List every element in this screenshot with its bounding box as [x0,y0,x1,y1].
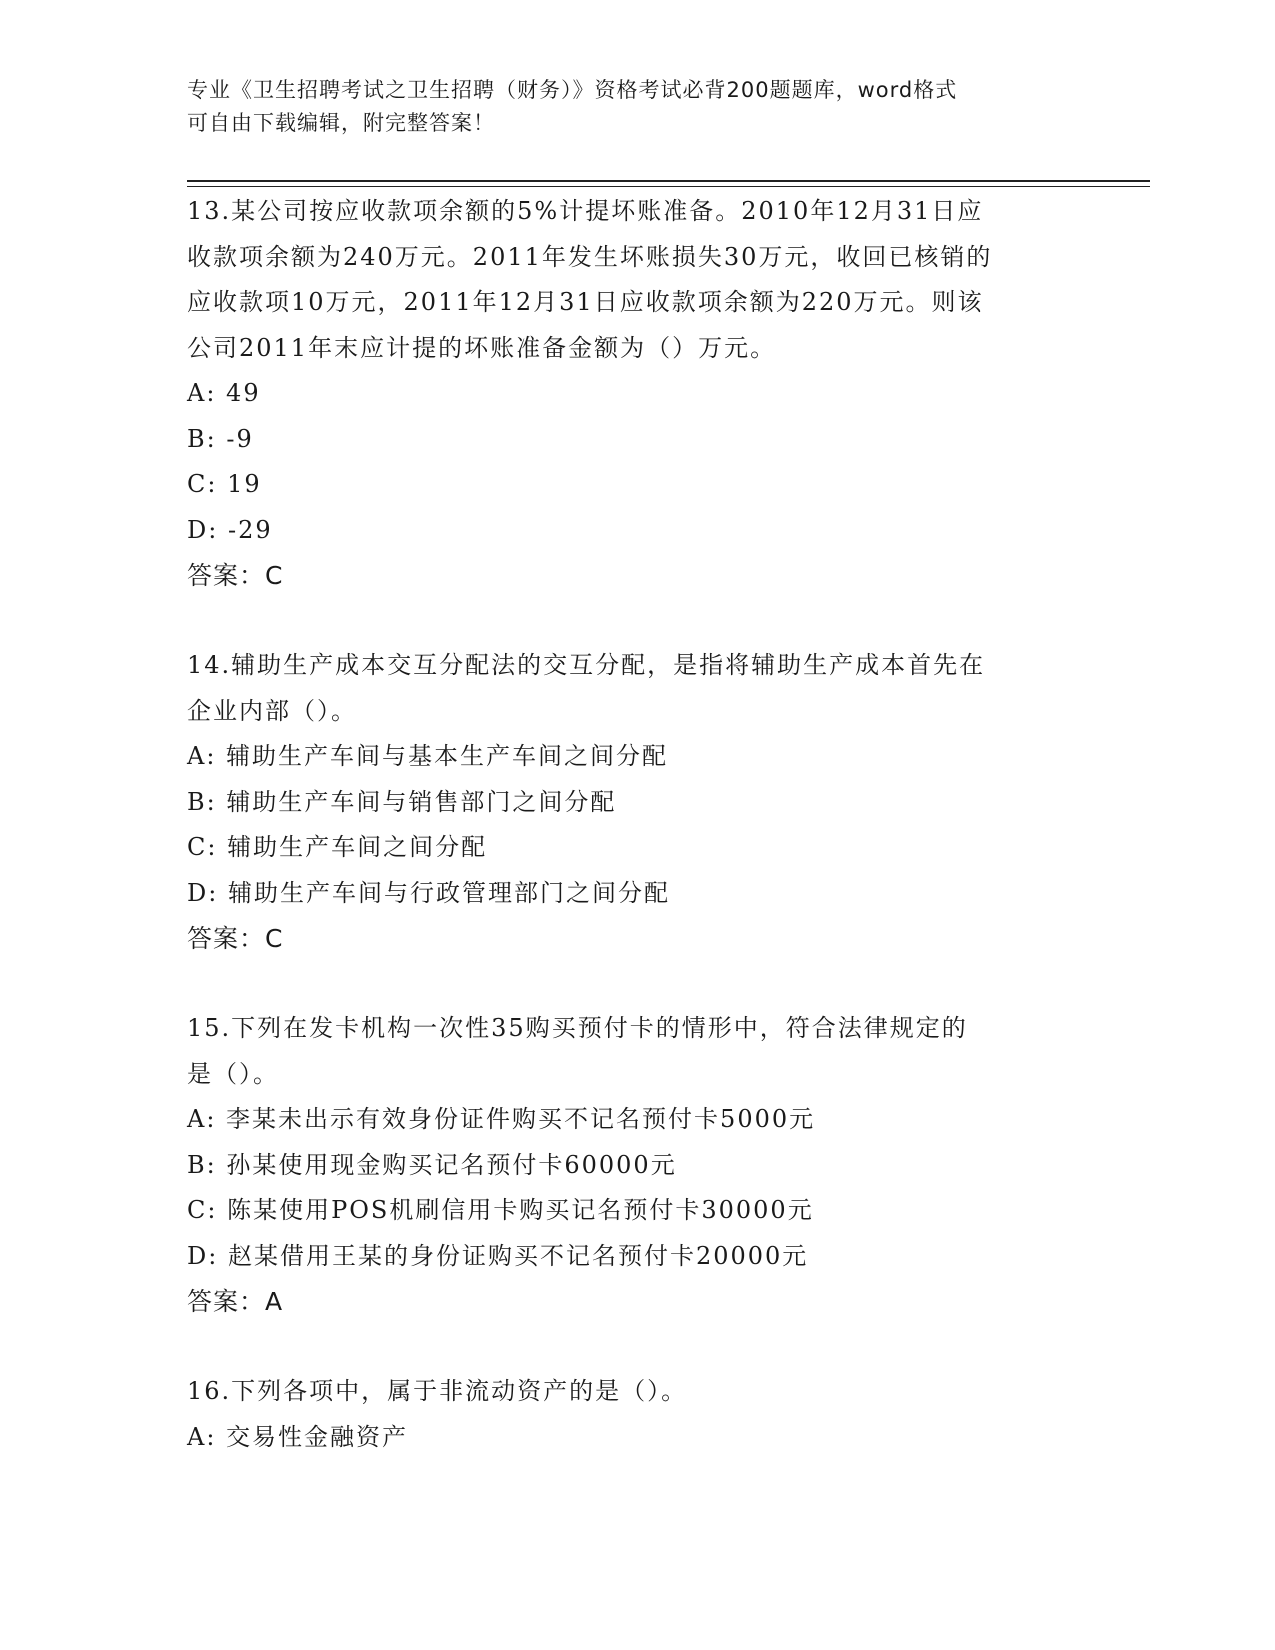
option-list [187,1097,1087,1279]
question-stem [187,643,1087,734]
option-b: B: -9 [187,424,254,453]
option-b: B: 辅助生产车间与销售部门之间分配 [187,787,617,816]
option-d: D: -29 [187,515,273,544]
stem-line: 16.下列各项中，属于非流动资产的是（）。 [187,1377,688,1405]
option-d: D: 赵某借用王某的身份证购买不记名预付卡20000元 [187,1241,809,1270]
header-line-2: 可自由下载编辑，附完整答案！ [187,111,495,135]
option-list [187,1415,1087,1461]
option-b: B: 孙某使用现金购买记名预付卡60000元 [187,1150,677,1179]
option-c: C: 辅助生产车间之间分配 [187,833,488,861]
option-a: A: 辅助生产车间与基本生产车间之间分配 [187,742,669,770]
option-c: C: 19 [187,470,262,498]
question-stem [187,189,1087,371]
stem-line: 企业内部（）。 [187,696,357,725]
stem-line: 收款项余额为240万元。2011年发生坏账损失30万元，收回已核销的 [187,242,993,271]
stem-line: 应收款项10万元，2011年12月31日应收款项余额为220万元。则该 [187,288,984,316]
stem-line: 是（）。 [187,1059,279,1088]
option-a: A: 李某未出示有效身份证件购买不记名预付卡5000元 [187,1105,816,1133]
header-divider-thin [187,186,1150,187]
stem-line: 14.辅助生产成本交互分配法的交互分配，是指将辅助生产成本首先在 [187,651,986,679]
stem-line: 公司2011年末应计提的坏账准备金额为（）万元。 [187,333,777,362]
document-header [187,74,1067,140]
option-list [187,734,1087,916]
answer-key: 答案：A [187,1287,284,1316]
question-stem [187,1369,1087,1415]
answer-key: 答案：C [187,924,284,953]
option-d: D: 辅助生产车间与行政管理部门之间分配 [187,878,670,907]
answer-key: 答案：C [187,561,284,590]
option-a: A: 交易性金融资产 [187,1422,409,1451]
question-16 [187,1369,1087,1460]
question-stem [187,1006,1087,1097]
question-15 [187,1006,1087,1325]
option-c: C: 陈某使用POS机刷信用卡购买记名预付卡30000元 [187,1196,814,1224]
header-divider-thick [187,180,1150,182]
question-13 [187,189,1087,599]
stem-line: 13.某公司按应收款项余额的5%计提坏账准备。2010年12月31日应 [187,197,984,225]
question-14 [187,643,1087,962]
header-line-1: 专业《卫生招聘考试之卫生招聘（财务）》资格考试必背200题题库，word格式 [187,78,958,102]
stem-line: 15.下列在发卡机构一次性35购买预付卡的情形中，符合法律规定的 [187,1014,968,1042]
option-a: A: 49 [187,379,261,407]
option-list [187,371,1087,553]
